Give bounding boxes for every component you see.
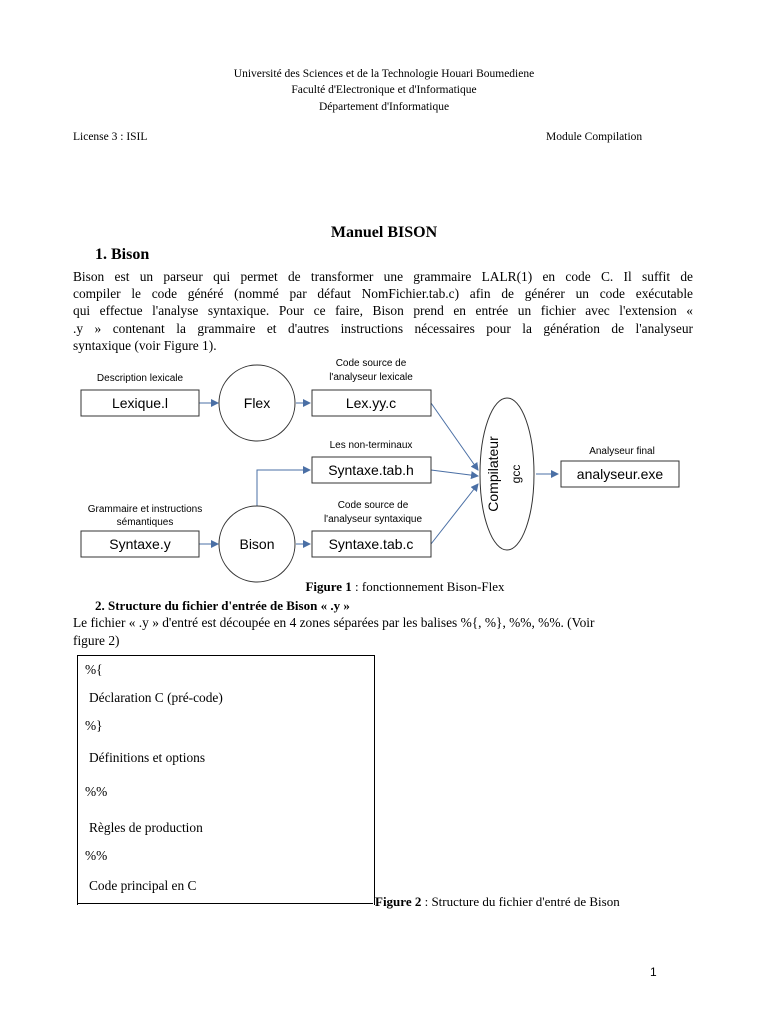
- text-gcc: gcc: [509, 464, 523, 484]
- text-tabc: Syntaxe.tab.c: [328, 536, 414, 552]
- figure1-caption: [0, 579, 768, 595]
- faculty-name: Faculté d'Electronique et d'Informatique: [291, 84, 477, 96]
- text-lexique: Lexique.l: [111, 395, 169, 411]
- figure2-bottom-border: [77, 903, 373, 904]
- label-nonterminaux: Les non-terminaux: [329, 440, 413, 451]
- label-src-syn-1: Code source de: [337, 500, 409, 511]
- para-line: compiler le code généré (nommé par défaut NomFichier.tab.c) afin de générer un code exécutable: [73, 286, 693, 302]
- zone-close-decl: %}: [85, 718, 103, 733]
- figure2-caption-text: : Structure du fichier d'entré de Bison: [421, 894, 620, 909]
- label-desc-lexicale: Description lexicale: [96, 373, 184, 384]
- label-src-syn-2: l'analyseur syntaxique: [323, 514, 423, 525]
- arrow-tabh-compiler: [431, 470, 478, 476]
- page-number: 1: [650, 965, 657, 979]
- zone-main-code: Code principal en C: [89, 878, 197, 893]
- text-flex: Flex: [243, 395, 271, 411]
- university-name: Université des Sciences et de la Technologie Houari Boumediene: [233, 68, 535, 80]
- figure2-caption-bold: Figure 2: [375, 894, 422, 909]
- arrow-bison-tabh: [257, 470, 310, 508]
- label-src-lex-1: Code source de: [335, 358, 407, 369]
- text-tabh: Syntaxe.tab.h: [328, 462, 414, 478]
- section2-heading: 2. Structure du fichier d'entrée de Bison « .y »: [95, 598, 350, 613]
- para-line: syntaxique (voir Figure 1).: [73, 337, 217, 353]
- zone-sep-1: %%: [85, 784, 108, 799]
- figure2-caption: [375, 894, 620, 910]
- label-grammaire-1: Grammaire et instructions: [87, 504, 203, 515]
- text-exe: analyseur.exe: [576, 466, 664, 482]
- license-label: License 3 : ISIL: [73, 131, 148, 143]
- text-bison: Bison: [239, 536, 275, 552]
- figure1-caption-bold: Figure 1: [305, 579, 352, 594]
- label-src-lex-2: l'analyseur lexicale: [329, 372, 413, 383]
- zone-open-decl: %{: [85, 662, 103, 677]
- arrow-tabc-compiler: [431, 484, 478, 544]
- section1-heading: 1. Bison: [95, 246, 150, 263]
- page-title: Manuel BISON: [330, 224, 438, 241]
- figure1-caption-text: : fonctionnement Bison-Flex: [351, 579, 505, 594]
- para-line: figure 2): [73, 633, 120, 648]
- label-grammaire-2: sémantiques: [116, 517, 174, 528]
- zone-rules: Règles de production: [89, 820, 203, 835]
- arrow-lexyy-compiler: [431, 403, 478, 470]
- para-line: Bison est un parseur qui permet de transformer une grammaire LALR(1) en code C. Il suffit de: [73, 269, 693, 284]
- zone-definitions: Définitions et options: [89, 750, 206, 765]
- text-compilateur: Compilateur: [485, 436, 501, 512]
- label-analyseur-final: Analyseur final: [589, 446, 655, 457]
- module-label: Module Compilation: [546, 131, 643, 143]
- para-line: .y » contenant la grammaire et d'autres instructions nécessaires pour la génération de l'analyseur: [73, 320, 693, 336]
- zone-declaration: Déclaration C (pré-code): [89, 690, 223, 705]
- para-line: Le fichier « .y » d'entré est découpée en 4 zones séparées par les balises %{, %}, %%, %%. (Voir: [73, 615, 595, 630]
- zone-sep-2: %%: [85, 848, 108, 863]
- text-lexyy: Lex.yy.c: [345, 395, 397, 411]
- text-syntaxey: Syntaxe.y: [109, 536, 171, 552]
- para-line: qui effectue l'analyse syntaxique. Pour ce faire, Bison prend en entrée un fichier avec l'extension «: [73, 303, 693, 319]
- department-name: Département d'Informatique: [318, 101, 450, 113]
- section2-paragraph: [73, 614, 693, 650]
